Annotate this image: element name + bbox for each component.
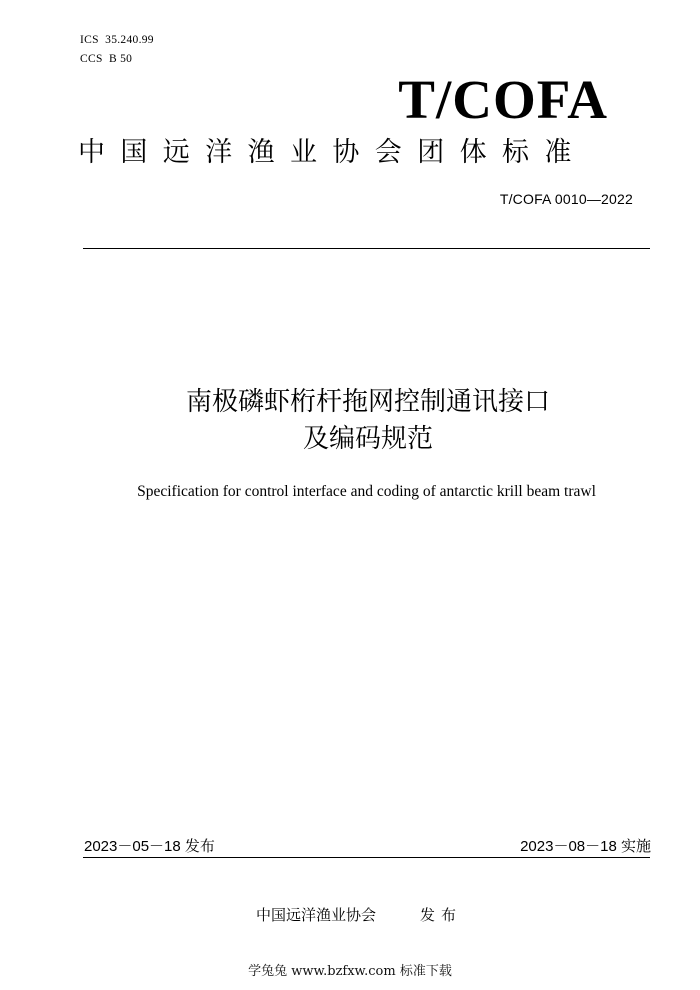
standard-number: T/COFA 0010—2022 [499, 191, 633, 207]
english-title: Specification for control interface and coding of antarctic krill beam trawl [137, 483, 596, 500]
top-divider [83, 248, 650, 249]
ccs-code: CCS B 50 [80, 53, 133, 65]
organization-standard-heading: 中国远洋渔业协会团体标准 [78, 137, 587, 168]
bottom-divider [83, 857, 650, 858]
watermark-text: 学兔兔 www.bzfxw.com 标准下载 [248, 964, 452, 979]
cofa-logo-text: T/COFA [398, 69, 608, 130]
chinese-title-line-2: 及编码规范 [302, 424, 433, 454]
publish-date: 2023－05－18 发布 [84, 838, 215, 855]
implementation-date: 2023－08－18 实施 [520, 838, 651, 855]
issue-label: 发布 [420, 906, 463, 924]
chinese-title-line-1: 南极磷虾桁杆拖网控制通讯接口 [185, 387, 550, 417]
issuing-organization: 中国远洋渔业协会 [256, 906, 377, 924]
ics-code: ICS 35.240.99 [80, 34, 154, 46]
